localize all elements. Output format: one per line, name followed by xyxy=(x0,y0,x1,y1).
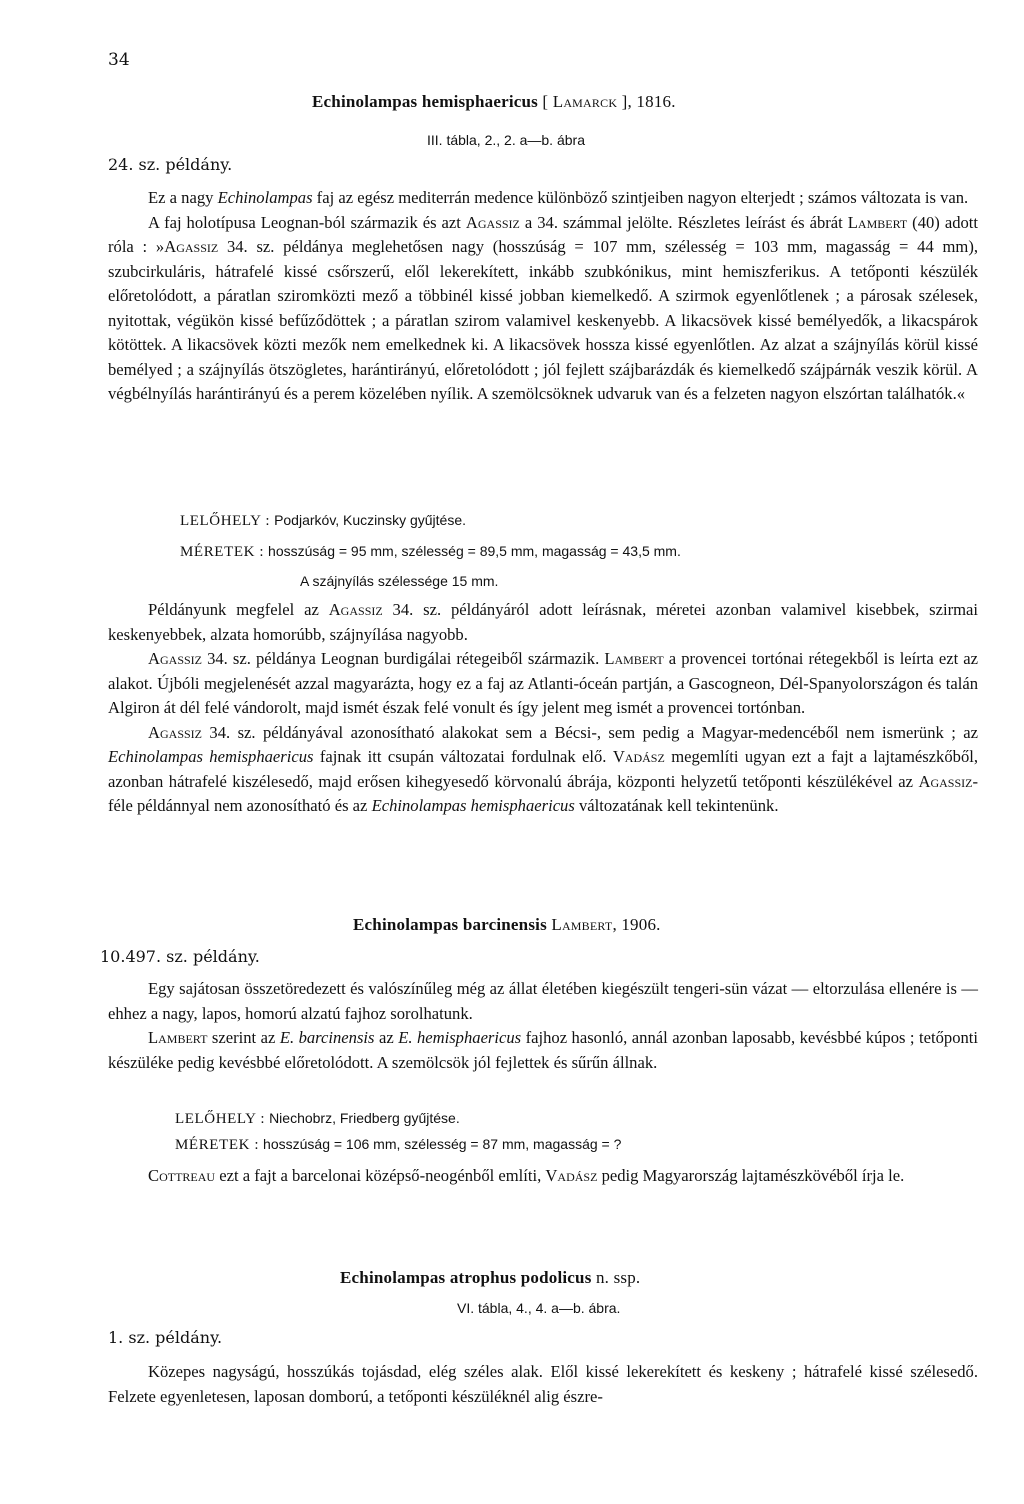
paragraph: Példányunk megfelel az Agassiz 34. sz. példányáról adott leírásnak, méretei azonban valamivel kisebbek, szirmai keskenyebbek, alzata homorúbb, szájnyílása nagyobb. xyxy=(108,600,978,644)
locality-label: LELŐHELY : xyxy=(180,513,271,529)
title-suffix: n. ssp. xyxy=(595,1268,641,1287)
paragraph: Cottreau ezt a fajt a barcelonai középső-neogénből említi, Vadász pedig Magyarország lajtamészkövéből írja le. xyxy=(148,1166,905,1185)
title-year: 1906. xyxy=(621,915,661,934)
locality-line xyxy=(175,1110,460,1128)
paragraph: Agassiz 34. sz. példánya Leognan burdigálai rétegeiből származik. Lambert a provencei tortónai rétegekből is leírta ezt az alakot. Újbóli megjelenését azzal magyarázta, hogy ez a faj az Atlanti-óceán partján, a Gascogneon, Dél-Spanyolországon és talán Algiron át dél felé vándorolt, majd ismét észak felé vonult és így jelent meg ismét a provencei tortónban. xyxy=(108,649,979,717)
section-title-barcinensis: Echinolampas barcinensis Lambert, 1906. xyxy=(353,915,661,934)
title-species: Echinolampas atrophus podolicus xyxy=(340,1268,592,1287)
measurements-line xyxy=(175,1136,621,1154)
paragraph: A faj holotípusa Leognan-ból származik és azt Agassiz a 34. számmal jelölte. Részletes leírást és ábrát Lambert (40) adott róla : »Agassiz 34. sz. példánya meglehetősen nagy (hosszúság = 107 mm, szélesség = 103 mm, magasság = 44 mm), szubcirkuláris, hátrafelé kissé csőrszerű, elől lekerekített, inkább szubkónikus, mint hemiszferikus. A tetőponti készülék előretolódott, a páratlan sziromközti mező a többinél kissé jobban kiemelkedő. A szirmok egyenlőtlenek ; a párosak szélesek, nyitottak, végükön kissé befűződöttek ; a páratlan szirom valamivel keskenyebb. A likacsövek kissé bemélyedők, a likacspárok kötöttek. A likacsövek közti mezők nem emelkednek ki. A likacsövek hossza kissé egyenlőtlen. Az alzat a szájnyílás körül kissé bemélyed ; a szájnyílás ötszögletes, harántirányú, előretolódott ; jól fejlett szájbarázdák és kiemelkedő szájpárnák veszik körül. A végbélnyílás harántirányú és a perem közelében nyílik. A szemölcsöknek udvaruk van és a felzeten nagyon elszórtan találhatók.« xyxy=(108,212,979,403)
title-author: Lamarck xyxy=(552,92,618,111)
measurements-label: MÉRETEK : xyxy=(180,544,265,560)
section-title-atrophus xyxy=(340,1268,640,1288)
specimen-label: 24. sz. példány. xyxy=(108,155,233,174)
paragraph: Lambert szerint az E. barcinensis az E. hemisphaericus fajhoz hasonló, annál azonban laposabb, kevésbbé kúpos ; tetőponti készüléke pedig kevésbbé előretolódott. A szemölcsök jól fejlettek és sűrűn állnak. xyxy=(108,1028,979,1072)
section3-body xyxy=(108,1360,978,1409)
section1-body xyxy=(108,186,978,407)
title-species: Echinolampas hemisphaericus xyxy=(312,92,538,111)
paragraph: Agassiz 34. sz. példányával azonosítható alakokat sem a Bécsi-, sem pedig a Magyar-medencéből nem ismerünk ; az Echinolampas hemisphaericus fajnak itt csupán változatai fordulnak elő. Vadász megemlíti ugyan ezt a fajt a lajtamészkőből, azonban hátrafelé kiszélesedő, majd erősen kihegyesedő körvonalú ábrája, központi helyzetű tetőponti készülékével az Agassiz-féle példánnyal nem azonosítható és az Echinolampas hemisphaericus változatának kell tekintenünk. xyxy=(108,722,978,815)
locality-label: LELŐHELY : xyxy=(175,1111,266,1127)
section-title-hemisphaericus: Echinolampas hemisphaericus [ Lamarck ], 1816. xyxy=(312,92,676,111)
section2-discussion xyxy=(108,1164,978,1189)
section2-body xyxy=(108,977,978,1075)
plate-reference: III. tábla, 2., 2. a—b. ábra xyxy=(427,132,585,148)
locality-line xyxy=(180,512,466,530)
locality-text: Podjarkóv, Kuczinsky gyűjtése. xyxy=(274,512,467,528)
paragraph: Közepes nagyságú, hosszúkás tojásdad, elég széles alak. Elől kissé lekerekített és keskeny ; hátrafelé kissé szélesedő. Felzete egyenletesen, laposan domború, a tetőponti készüléknél alig észre- xyxy=(108,1362,978,1406)
page-number: 34 xyxy=(108,50,130,70)
plate-reference: VI. tábla, 4., 4. a—b. ábra. xyxy=(457,1300,621,1316)
section1-discussion xyxy=(108,598,978,819)
measurements-text: hosszúság = 106 mm, szélesség = 87 mm, magasság = ? xyxy=(263,1136,622,1152)
measurements-line xyxy=(180,543,681,561)
paragraph: Egy sajátosan összetöredezett és valószínűleg még az állat életében kiegészült tengeri-sün vázat — eltorzulása ellenére is — ehhez a nagy, lapos, homorú alzatú fajhoz sorolhatunk. xyxy=(108,979,978,1023)
measurements-label: MÉRETEK : xyxy=(175,1137,260,1153)
paragraph: Ez a nagy Echinolampas faj az egész mediterrán medence különböző szintjeiben nagyon elterjedt ; számos változata is van. xyxy=(148,188,969,207)
title-author: Lambert xyxy=(551,915,613,934)
measurements-mouth: A szájnyílás szélessége 15 mm. xyxy=(300,573,499,589)
measurements-text: hosszúság = 95 mm, szélesség = 89,5 mm, magasság = 43,5 mm. xyxy=(268,543,681,559)
locality-text: Niechobrz, Friedberg gyűjtése. xyxy=(269,1110,460,1126)
specimen-label: 1. sz. példány. xyxy=(108,1328,223,1347)
title-year: 1816. xyxy=(636,92,676,111)
title-species: Echinolampas barcinensis xyxy=(353,915,547,934)
specimen-label: 10.497. sz. példány. xyxy=(100,947,260,966)
